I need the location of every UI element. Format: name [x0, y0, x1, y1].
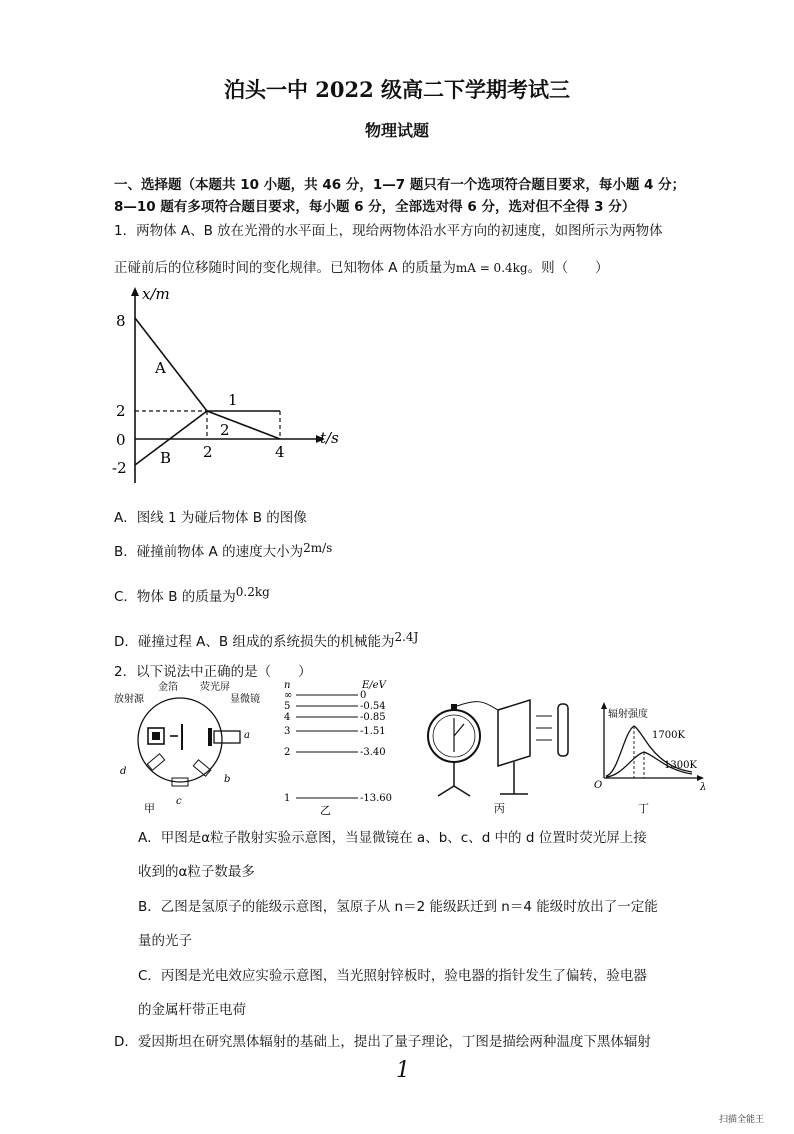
- q1-option-c: [114, 585, 270, 605]
- q1-option-d-value: 2.4J: [394, 630, 419, 644]
- q1-stem-line2: [114, 256, 609, 276]
- bing-zinc-plate: [498, 700, 530, 766]
- label-1: 1: [228, 391, 238, 409]
- y-tick-2: 2: [116, 402, 126, 420]
- q2-option-a-line1: A．甲图是α粒子散射实验示意图，当显微镜在 a、b、c、d 中的 d 位置时荧光屏上接: [138, 830, 647, 846]
- q2-option-b-line1: B．乙图是氢原子的能级示意图，氢原子从 n＝2 能级跃迁到 n＝4 能级时放出了一定能: [138, 899, 658, 915]
- q1-stem-text: 正碰前后的位移随时间的变化规律。已知物体 A 的质量为: [114, 260, 456, 276]
- q2-stem: 2．以下说法中正确的是（ ）: [114, 664, 312, 680]
- bing-electroscope-top: [451, 704, 457, 710]
- yi-level-5: [284, 701, 386, 712]
- yi-level-2: [284, 747, 386, 758]
- jia-pos-c: c: [176, 796, 182, 807]
- ding-label-1300k: 1300K: [664, 760, 697, 771]
- bing-electroscope-needle: [454, 724, 464, 736]
- ding-origin: O: [594, 780, 603, 791]
- ding-label-1700k: 1700K: [652, 730, 685, 741]
- svg-text:-3.40: -3.40: [360, 747, 386, 758]
- jia-source-core: [152, 732, 160, 740]
- page-subtitle: 物理试题: [364, 121, 429, 140]
- x-tick-4: 4: [275, 443, 285, 461]
- jia-caption: 甲: [144, 802, 155, 815]
- jia-label-source: 放射源: [114, 694, 144, 705]
- scanner-watermark: 扫描全能王: [718, 1115, 764, 1125]
- svg-text:4: 4: [284, 712, 291, 723]
- figure-ding-blackbody: [592, 696, 712, 816]
- ding-xlabel: λ: [700, 782, 707, 793]
- jia-microscope: [214, 731, 240, 743]
- q2-option-c-line2: 的金属杆带正电荷: [138, 1002, 246, 1018]
- x-tick-2: 2: [203, 443, 213, 461]
- q2-option-d-line1: D．爱因斯坦在研究黑体辐射的基础上，提出了量子理论，丁图是描绘两种温度下黑体辐射: [114, 1034, 651, 1050]
- line-A: [135, 318, 207, 411]
- y-tick-0: 0: [116, 431, 126, 449]
- page-title: 泊头一中 2022 级高二下学期考试三: [223, 77, 571, 102]
- ding-caption: 丁: [638, 802, 649, 815]
- bing-stand-leg-left: [438, 786, 454, 796]
- label-B: B: [160, 449, 172, 467]
- svg-text:-1.51: -1.51: [360, 726, 386, 737]
- bing-caption: 丙: [494, 802, 505, 815]
- yi-head-e: E/eV: [362, 680, 386, 691]
- y-axis-arrow: [131, 287, 139, 296]
- bing-uv-lamp: [558, 704, 568, 756]
- q1-option-c-value: 0.2kg: [235, 585, 270, 599]
- q2-option-b-line2: 量的光子: [138, 933, 192, 949]
- section-instructions-line1: 一、选择题（本题共 10 小题，共 46 分，1—7 题只有一个选项符合题目要求，每小题 4 分；: [114, 177, 686, 193]
- jia-label-gold: 金箔: [158, 682, 178, 693]
- q1-option-a: A．图线 1 为碰后物体 B 的图像: [114, 510, 307, 526]
- svg-text:0: 0: [360, 690, 367, 701]
- q1-option-d: [114, 630, 418, 650]
- jia-screen: [208, 728, 212, 746]
- yi-level-1: [284, 793, 392, 804]
- yi-level-3: [284, 726, 386, 737]
- svg-text:∞: ∞: [284, 690, 293, 701]
- q1-option-b-text: B．碰撞前物体 A 的速度大小为: [114, 544, 304, 560]
- svg-text:-13.60: -13.60: [360, 793, 393, 804]
- svg-text:-0.54: -0.54: [360, 701, 386, 712]
- jia-pos-d: d: [120, 766, 127, 777]
- figure-jia-alpha-scattering: [112, 678, 272, 816]
- figure-yi-energy-levels: [280, 676, 400, 816]
- q1-option-c-text: C．物体 B 的质量为: [114, 589, 236, 605]
- y-tick-8: 8: [116, 312, 126, 330]
- jia-scope-b: [193, 760, 210, 776]
- page-number: 1: [396, 1058, 410, 1083]
- y-axis-label: x/m: [142, 285, 170, 303]
- yi-level-4: [284, 712, 386, 723]
- q1-mass: mA = 0.4kg: [455, 261, 528, 275]
- q1-option-b: [114, 540, 332, 560]
- yi-head-n: n: [284, 680, 291, 691]
- figure-bing-photoelectric: [420, 690, 580, 816]
- jia-label-screen: 荧光屏: [200, 682, 230, 693]
- bing-stand-leg-right: [454, 786, 470, 796]
- line-2: [207, 411, 280, 439]
- bing-wire: [457, 702, 498, 710]
- q1-option-d-text: D．碰撞过程 A、B 组成的系统损失的机械能为: [114, 634, 395, 650]
- jia-pos-a: a: [244, 730, 250, 741]
- svg-text:2: 2: [284, 747, 291, 758]
- label-2: 2: [220, 421, 230, 439]
- q1-stem-end: 。则（ ）: [527, 260, 609, 276]
- q2-option-a-line2: 收到的α粒子数最多: [138, 864, 255, 880]
- jia-scope-d: [147, 754, 164, 770]
- svg-text:3: 3: [284, 726, 291, 737]
- section-instructions-line2: 8—10 题有多项符合题目要求，每小题 6 分，全部选对得 6 分，选对但不全得 3 分）: [114, 199, 636, 215]
- ding-y-arrow: [601, 702, 607, 709]
- jia-label-microscope: 显微镜: [230, 694, 260, 705]
- q1-displacement-graph: [110, 283, 350, 488]
- svg-text:5: 5: [284, 701, 291, 712]
- x-axis-label: t/s: [320, 429, 339, 447]
- yi-caption: 乙: [320, 804, 331, 816]
- y-tick-neg2: -2: [112, 459, 127, 477]
- q1-option-b-value: 2m/s: [303, 541, 333, 555]
- ding-x-arrow: [697, 775, 704, 781]
- jia-pos-b: b: [224, 774, 231, 785]
- q2-option-c-line1: C．丙图是光电效应实验示意图，当光照射锌板时，验电器的指针发生了偏转，验电器: [138, 968, 647, 984]
- q1-stem-line1: 1．两物体 A、B 放在光滑的水平面上，现给两物体沿水平方向的初速度，如图所示为两物体: [114, 223, 663, 239]
- svg-text:-0.85: -0.85: [360, 712, 386, 723]
- ding-ylabel: 辐射强度: [608, 709, 648, 720]
- label-A: A: [155, 359, 166, 377]
- svg-text:1: 1: [284, 793, 291, 804]
- yi-level-inf: [284, 690, 366, 701]
